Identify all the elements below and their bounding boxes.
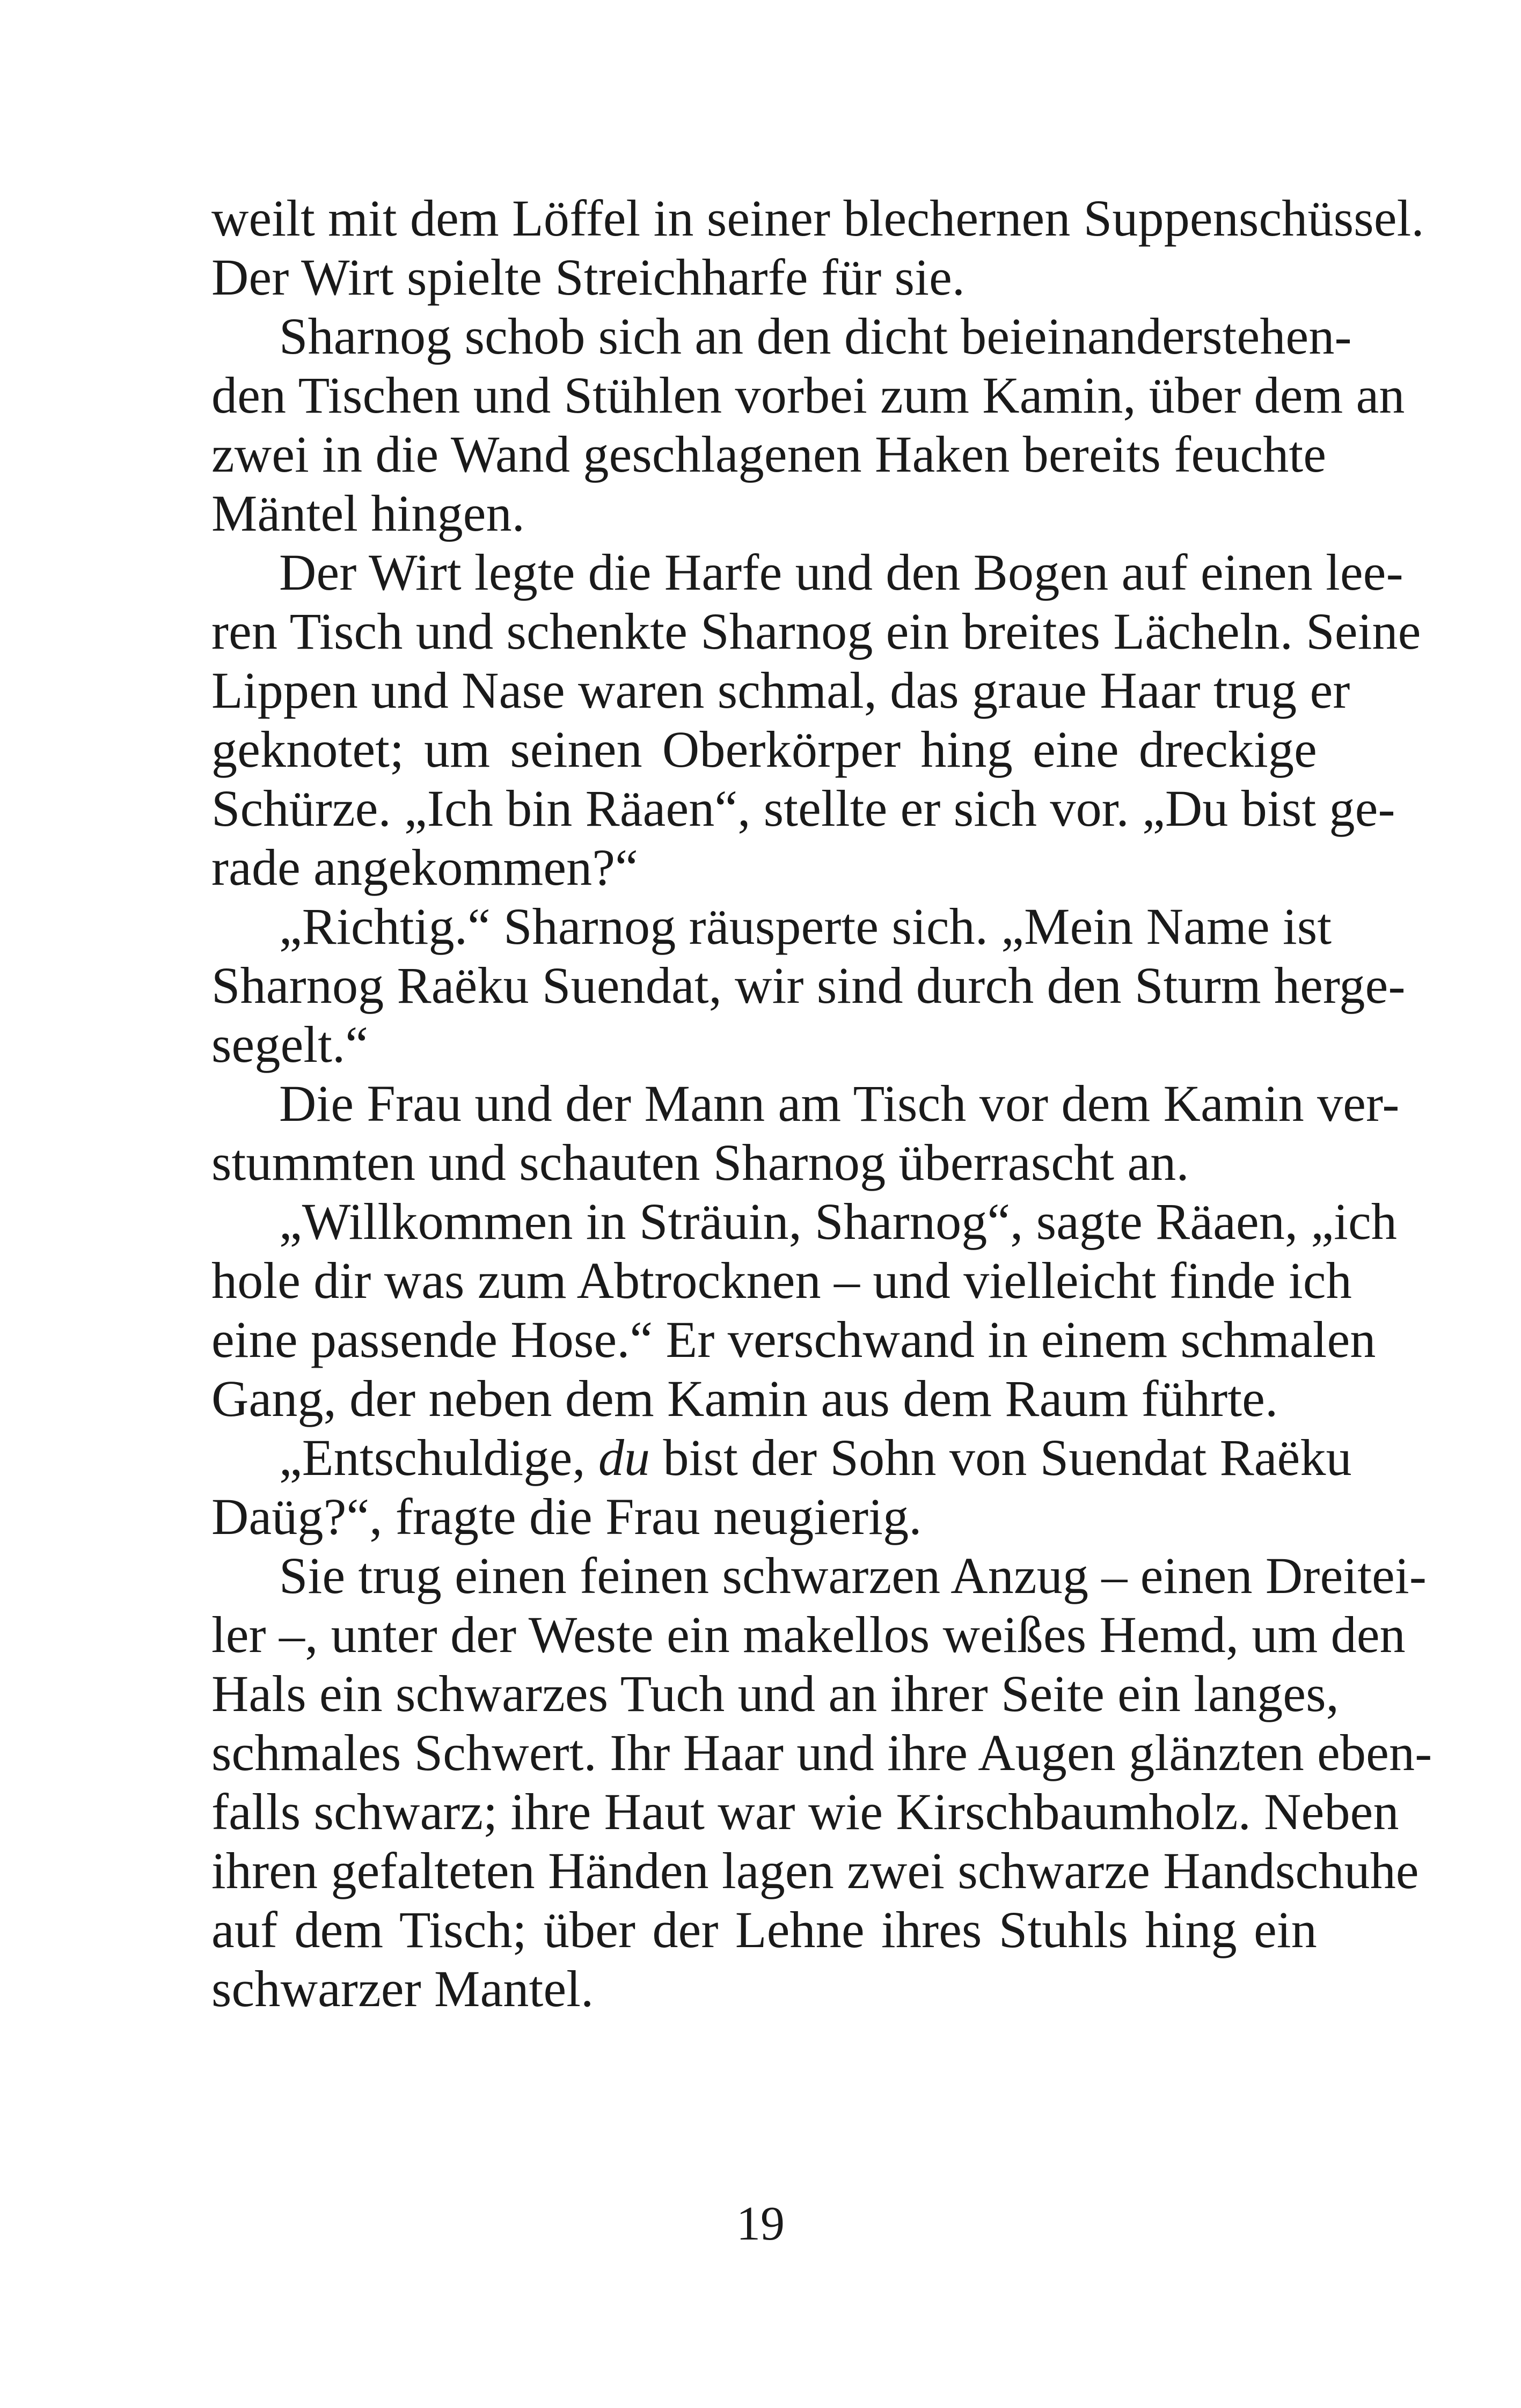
text-line: Gang, der neben dem Kamin aus dem Raum führte. xyxy=(211,1370,1278,1427)
text-fragment: bist der Sohn von Suendat Raëku xyxy=(650,1429,1352,1486)
text-fragment: „Entschuldige, xyxy=(279,1429,598,1486)
text-line: weilt mit dem Löffel in seiner blechernen Suppenschüssel. xyxy=(211,189,1424,247)
text-line: falls schwarz; ihre Haut war wie Kirschbaumholz. Neben xyxy=(211,1783,1399,1840)
text-line: „Willkommen in Sträuin, Sharnog“, sagte Räaen, „ich xyxy=(279,1193,1398,1250)
text-line: Mäntel hingen. xyxy=(211,484,525,542)
text-line: eine passende Hose.“ Er verschwand in einem schmalen xyxy=(211,1311,1376,1368)
emphasis-text: du xyxy=(598,1429,650,1486)
text-line: schmales Schwert. Ihr Haar und ihre Augen glänzten eben- xyxy=(211,1724,1432,1781)
text-line: ihren gefalteten Händen lagen zwei schwarze Handschuhe xyxy=(211,1842,1419,1899)
text-line: „Richtig.“ Sharnog räusperte sich. „Mein Name ist xyxy=(279,898,1332,955)
body-text xyxy=(211,189,1432,2018)
text-line: stummten und schauten Sharnog überrascht an. xyxy=(211,1134,1189,1191)
text-line: Daüg?“, fragte die Frau neugierig. xyxy=(211,1488,922,1545)
text-line: ren Tisch und schenkte Sharnog ein breites Lächeln. Seine xyxy=(211,603,1421,660)
text-line: schwarzer Mantel. xyxy=(211,1960,594,2017)
text-line: Lippen und Nase waren schmal, das graue Haar trug er xyxy=(211,662,1350,719)
text-line: Die Frau und der Mann am Tisch vor dem Kamin ver- xyxy=(279,1075,1400,1132)
page-number: 19 xyxy=(736,2197,785,2250)
text-line: hole dir was zum Abtrocknen – und vielleicht finde ich xyxy=(211,1252,1352,1309)
text-line: Hals ein schwarzes Tuch und an ihrer Seite ein langes, xyxy=(211,1665,1339,1722)
text-line: segelt.“ xyxy=(211,1016,369,1073)
text-line: Der Wirt spielte Streichharfe für sie. xyxy=(211,248,966,306)
text-line: geknotet; um seinen Oberkörper hing eine dreckige xyxy=(211,721,1317,778)
text-line: Sie trug einen feinen schwarzen Anzug – einen Dreitei- xyxy=(279,1547,1427,1604)
text-line: ler –, unter der Weste ein makellos weißes Hemd, um den xyxy=(211,1606,1406,1663)
text-line xyxy=(211,1428,1352,1487)
text-line: Schürze. „Ich bin Räaen“, stellte er sich vor. „Du bist ge- xyxy=(211,780,1395,837)
text-line: rade angekommen?“ xyxy=(211,839,638,896)
text-line: den Tischen und Stühlen vorbei zum Kamin, über dem an xyxy=(211,366,1405,424)
text-line: Der Wirt legte die Harfe und den Bogen auf einen lee- xyxy=(279,544,1403,601)
text-line: Sharnog Raëku Suendat, wir sind durch den Sturm herge- xyxy=(211,957,1406,1014)
text-line: auf dem Tisch; über der Lehne ihres Stuhls hing ein xyxy=(211,1901,1317,1958)
text-line: zwei in die Wand geschlagenen Haken bereits feuchte xyxy=(211,425,1327,483)
text-line: Sharnog schob sich an den dicht beieinanderstehen- xyxy=(279,307,1352,365)
